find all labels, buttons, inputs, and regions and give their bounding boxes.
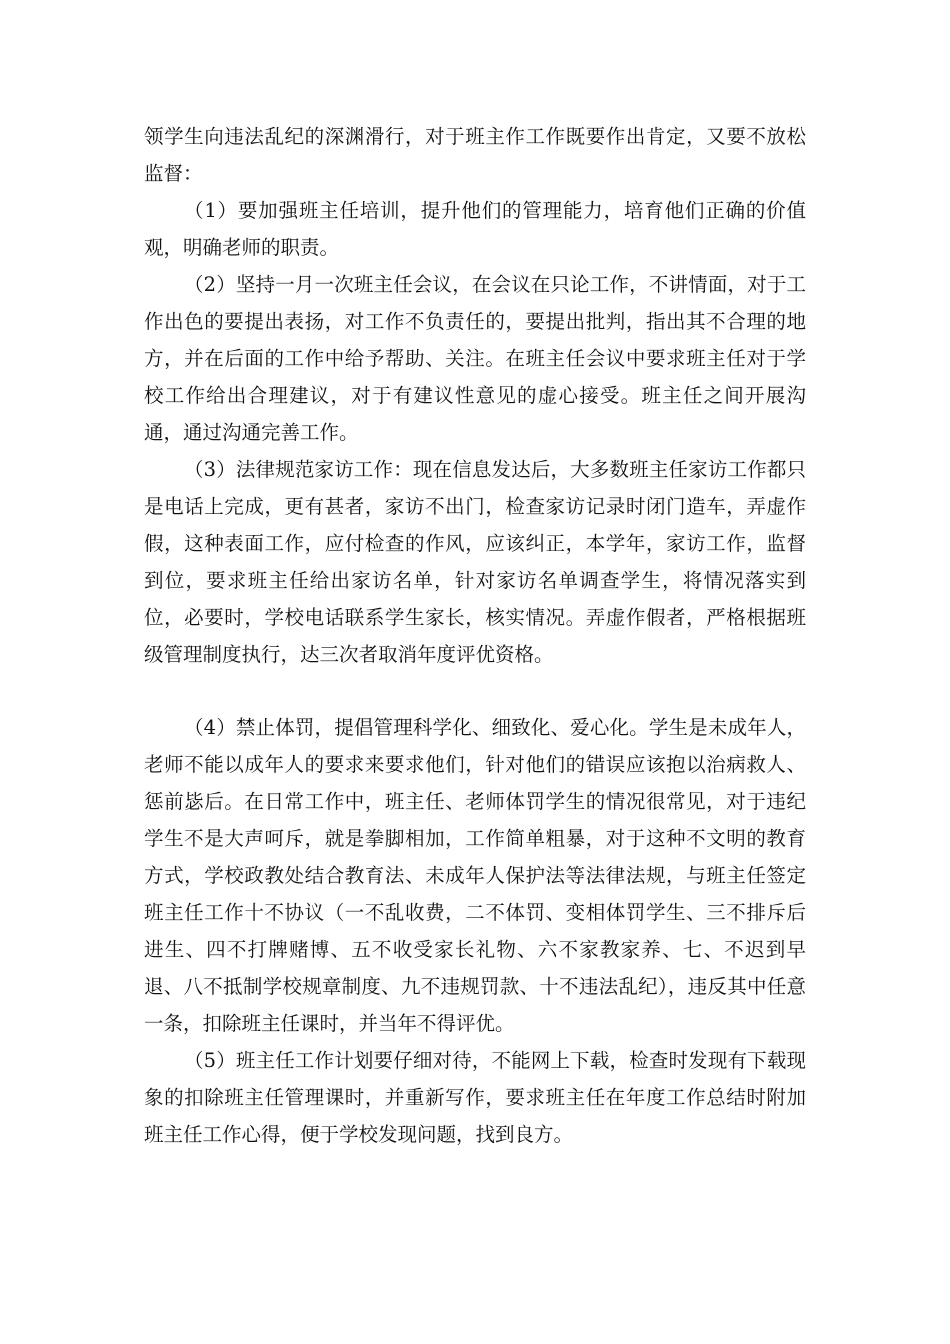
document-body bbox=[144, 118, 806, 1153]
paragraph-item-3: （3）法律规范家访工作：现在信息发达后，大多数班主任家访工作都只是电话上完成，更有甚者，家访不出门，检查家访记录时闭门造车，弄虚作假，这种表面工作，应付检查的作风，应该纠正，本学年，家访工作，监督到位，要求班主任给出家访名单，针对家访名单调查学生，将情况落实到位，必要时，学校电话联系学生家长，核实情况。弄虚作假者，严格根据班级管理制度执行，达三次者取消年度评优资格。 bbox=[144, 458, 806, 666]
paragraph-item-2: （2）坚持一月一次班主任会议，在会议在只论工作，不讲情面，对于工作出色的要提出表扬，对工作不负责任的，要提出批判，指出其不合理的地方，并在后面的工作中给予帮助、关注。在班主任会议中要求班主任对于学校工作给出合理建议，对于有建议性意见的虚心接受。班主任之间开展沟通，通过沟通完善工作。 bbox=[144, 273, 806, 444]
paragraph-continuation: 领学生向违法乱纪的深渊滑行，对于班主作工作既要作出肯定，又要不放松监督： bbox=[144, 125, 806, 185]
paragraph-item-4: （4）禁止体罚，提倡管理科学化、细致化、爱心化。学生是未成年人，老师不能以成年人的要求来要求他们，针对他们的错误应该抱以治病救人、惩前毖后。在日常工作中，班主任、老师体罚学生的情况很常见，对于违纪学生不是大声呵斥，就是拳脚相加，工作简单粗暴，对于这种不文明的教育方式，学校政教处结合教育法、未成年人保护法等法律法规，与班主任签定班主任工作十不协议（一不乱收费，二不体罚、变相体罚学生、三不排斥后进生、四不打牌赌博、五不收受家长礼物、六不家教家养、七、不迟到早退、八不抵制学校规章制度、九不违规罚款、十不违法乱纪），违反其中任意一条，扣除班主任课时，并当年不得评优。 bbox=[144, 716, 806, 1035]
paragraph-item-1: （1）要加强班主任培训，提升他们的管理能力，培育他们正确的价值观，明确老师的职责。 bbox=[144, 199, 806, 259]
paragraph-item-5: （5）班主任工作计划要仔细对待，不能网上下载，检查时发现有下载现象的扣除班主任管理课时，并重新写作，要求班主任在年度工作总结时附加班主任工作心得，便于学校发现问题，找到良方。 bbox=[144, 1049, 806, 1146]
